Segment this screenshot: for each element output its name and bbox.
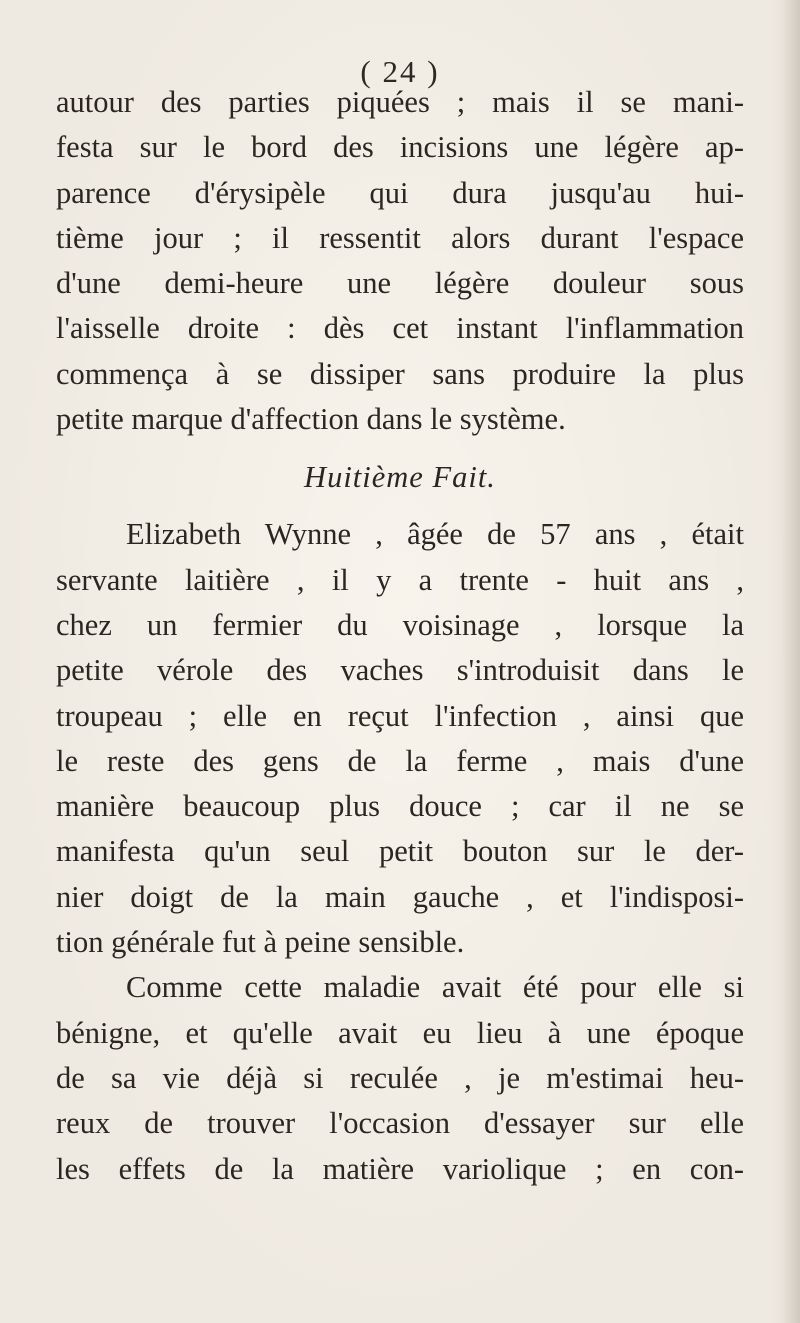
page-edge-shadow — [782, 0, 800, 1323]
page-text — [56, 80, 744, 1192]
text-line: troupeau ; elle en reçut l'infection , ainsi que — [56, 698, 744, 733]
text-line: petite vérole des vaches s'introduisit dans le — [56, 653, 744, 688]
text-line: de sa vie déjà si reculée , je m'estimai heu- — [56, 1060, 744, 1095]
text-line: manifesta qu'un seul petit bouton sur le der- — [56, 834, 744, 869]
text-line: petite marque d'affection dans le système. — [56, 402, 566, 437]
text-line: d'une demi-heure une légère douleur sous — [56, 266, 744, 301]
text-line: reux de trouver l'occasion d'essayer sur elle — [56, 1106, 744, 1141]
text-line: le reste des gens de la ferme , mais d'une — [56, 743, 744, 778]
text-line: autour des parties piquées ; mais il se mani- — [56, 85, 744, 119]
text-line: les effets de la matière variolique ; en con- — [56, 1151, 744, 1186]
text-line: bénigne, et qu'elle avait eu lieu à une époque — [56, 1015, 744, 1050]
text-line: festa sur le bord des incisions une légère ap- — [56, 130, 744, 165]
text-line: parence d'érysipèle qui dura jusqu'au hui- — [56, 175, 744, 210]
text-line: Elizabeth Wynne , âgée de 57 ans , était — [126, 517, 744, 552]
section-heading: Huitième Fait. — [304, 460, 496, 495]
text-line: tième jour ; il ressentit alors durant l'espace — [56, 220, 744, 255]
text-line: tion générale fut à peine sensible. — [56, 925, 465, 960]
text-line: servante laitière , il y a trente - huit ans , — [56, 562, 744, 597]
text-line: manière beaucoup plus douce ; car il ne se — [56, 789, 744, 824]
text-line: nier doigt de la main gauche , et l'indisposi- — [56, 879, 744, 914]
page-number: ( 24 ) — [360, 54, 440, 89]
text-line: Comme cette maladie avait été pour elle si — [126, 970, 744, 1005]
text-line: l'aisselle droite : dès cet instant l'inflammation — [56, 311, 744, 346]
text-line: chez un fermier du voisinage , lorsque la — [56, 607, 744, 642]
text-line: commença à se dissiper sans produire la plus — [56, 356, 744, 391]
